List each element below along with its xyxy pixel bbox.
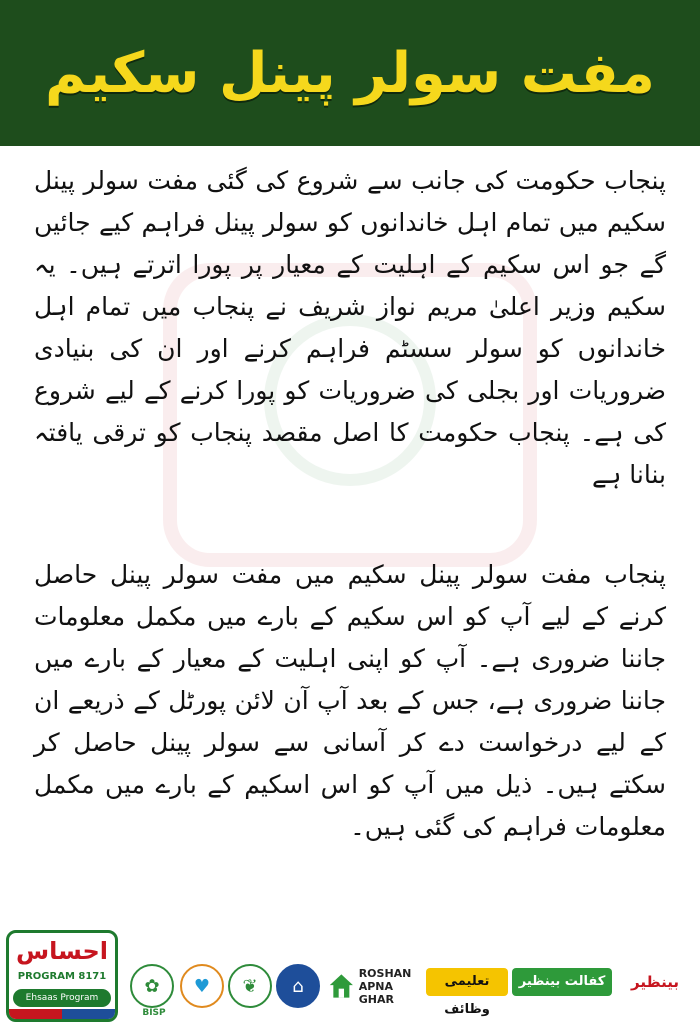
ehsaas-name: احساس xyxy=(15,937,109,965)
header-banner xyxy=(0,0,700,146)
bisp-seal-icon: ✿ xyxy=(130,964,174,1008)
taleemi-wazaif-badge: تعلیمی وظائف xyxy=(426,968,508,996)
ehsaas-logo xyxy=(6,930,118,1022)
roshan-text xyxy=(359,967,424,1006)
benazir-badge: بینظیر xyxy=(631,973,679,991)
article-body xyxy=(34,160,666,894)
kafaalat-badge: کفالت بینظیر xyxy=(512,968,612,996)
bisp-label: BISP xyxy=(142,1008,166,1018)
paragraph-intro: پنجاب حکومت کی جانب سے شروع کی گئی مفت سولر پینل سکیم میں تمام اہل خاندانوں کو سولر پینل فراہم کیے جائیں گے جو اس سکیم کے اہلیت کے معیار پر پورا اترتے ہیں۔ یہ سکیم وزیر اعلیٰ مریم نواز شریف نے پنجاب میں تمام اہل خاندانوں کو سولر سسٹم فراہم کرنے اور ان کی بنیادی ضروریات اور بجلی کی ضروریات کو پورا کرنے کے لیے شروع کی ہے۔ پنجاب حکومت کا اصل مقصد پنجاب کو ترقی یافتہ بنانا ہے xyxy=(34,166,666,489)
roshan-line-1: ROSHAN xyxy=(358,966,412,980)
nutrition-program-icon: ❦ xyxy=(228,964,272,1008)
house-icon xyxy=(328,971,355,1001)
housing-program-icon: ⌂ xyxy=(276,964,320,1008)
ehsaas-program-code: PROGRAM 8171 xyxy=(17,971,107,982)
health-program-icon: ♥ xyxy=(180,964,224,1008)
paragraph-details: پنجاب مفت سولر پینل سکیم میں مفت سولر پینل حاصل کرنے کے لیے آپ کو اس سکیم کے بارے میں مکمل معلومات جاننا ضروری ہے۔ آپ کو اپنی اہلیت کے معیار کے بارے میں جاننا ضروری ہے، جس کے بعد آپ آن لائن پورٹل کے ذریعے ان کے لیے درخواست دے کر آسانی سے سولر پینل حاصل کر سکتے ہیں۔ ذیل میں آپ کو اس اسکیم کے بارے میں مکمل معلومات فراہم کی گئی ہیں۔ xyxy=(34,560,666,841)
roshan-line-2: APNA GHAR xyxy=(358,979,394,1006)
roshan-apna-ghar-logo xyxy=(328,966,424,1006)
ehsaas-color-strip xyxy=(9,1009,115,1019)
ehsaas-tagline: Ehsaas Program xyxy=(13,989,111,1007)
page-title: مفت سولر پینل سکیم xyxy=(45,40,655,106)
